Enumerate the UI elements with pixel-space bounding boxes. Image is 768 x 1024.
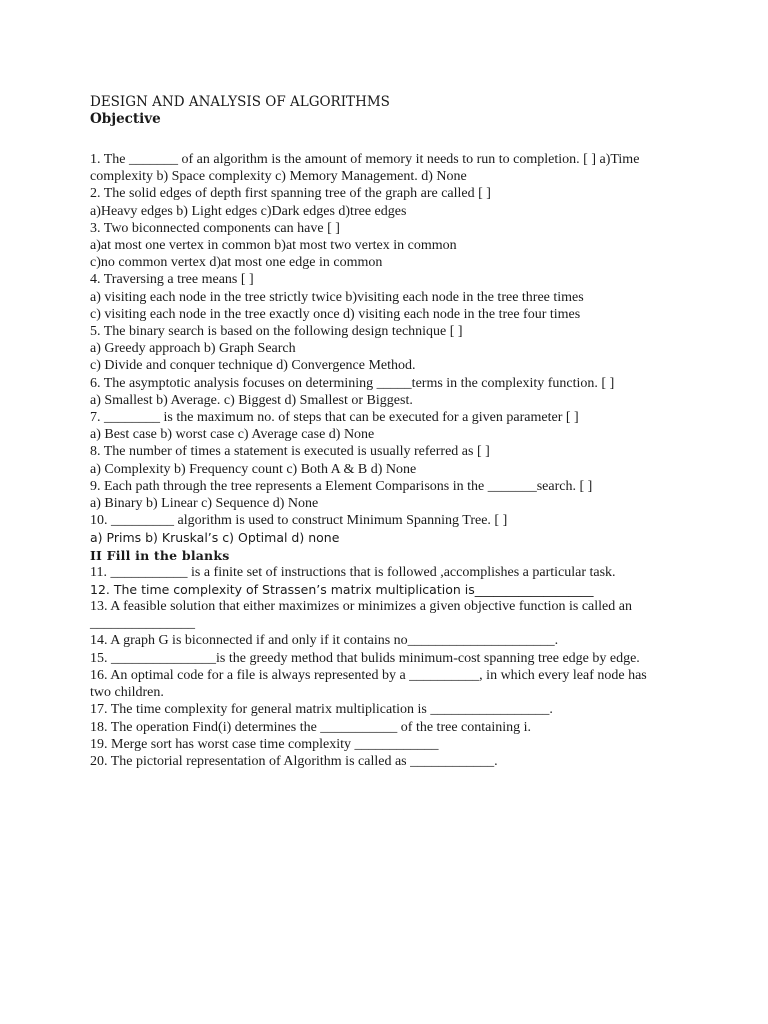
question-line: a) Greedy approach b) Graph Search	[90, 341, 296, 357]
question-line: 14. A graph G is biconnected if and only if it contains no_____________________.	[90, 633, 559, 649]
question-line: 19. Merge sort has worst case time complexity ____________	[90, 736, 439, 752]
question-line: 5. The binary search is based on the following design technique [ ]	[90, 324, 463, 340]
question-line: 7. ________ is the maximum no. of steps that can be executed for a given parameter [ ]	[90, 410, 579, 426]
spacer	[90, 128, 680, 151]
question-line: a) Complexity b) Frequency count c) Both A & B d) None	[90, 461, 417, 477]
question-line: 1. The _______ of an algorithm is the amount of memory it needs to run to completion. [ ] a)Time	[90, 152, 640, 167]
question-line: 10. _________ algorithm is used to construct Minimum Spanning Tree. [ ]	[90, 513, 508, 529]
question-line: 3. Two biconnected components can have [ ]	[90, 220, 340, 236]
question-line: a) Smallest b) Average. c) Biggest d) Smallest or Biggest.	[90, 392, 413, 408]
question-line: a) visiting each node in the tree strictly twice b)visiting each node in the tree three times	[90, 289, 584, 305]
objective-questions	[90, 151, 680, 547]
question-line: c) Divide and conquer technique d) Convergence Method.	[90, 358, 416, 374]
question-line: two children.	[90, 685, 164, 701]
question-line: 17. The time complexity for general matrix multiplication is _________________.	[90, 702, 553, 718]
question-line: 8. The number of times a statement is executed is usually referred as [ ]	[90, 444, 490, 460]
question-line: 20. The pictorial representation of Algorithm is called as ____________.	[90, 753, 498, 769]
document-title: DESIGN AND ANALYSIS OF ALGORITHMS	[90, 94, 390, 110]
question-line: c)no common vertex d)at most one edge in common	[90, 255, 383, 271]
question-line: complexity b) Space complexity c) Memory Management. d) None	[90, 169, 467, 185]
question-line: a)at most one vertex in common b)at most two vertex in common	[90, 238, 457, 254]
question-line: 11. ___________ is a finite set of instructions that is followed ,accomplishes a particular task.	[90, 564, 616, 580]
question-line: a)Heavy edges b) Light edges c)Dark edges d)tree edges	[90, 203, 407, 219]
question-line: a) Binary b) Linear c) Sequence d) None	[90, 496, 319, 512]
question-line: a) Prims b) Kruskal’s c) Optimal d) none	[90, 530, 340, 546]
question-line: 15. _______________is the greedy method that bulids minimum-cost spanning tree edge by edge.	[90, 650, 640, 666]
question-line: 6. The asymptotic analysis focuses on determining _____terms in the complexity function. [ ]	[90, 375, 615, 391]
question-line: _______________	[90, 616, 195, 632]
question-line: 4. Traversing a tree means [ ]	[90, 272, 254, 288]
question-line: 9. Each path through the tree represents a Element Comparisons in the _______search. [ ]	[90, 478, 593, 494]
question-line: 12. The time complexity of Strassen’s matrix multiplication is___________________	[90, 581, 594, 597]
question-line: a) Best case b) worst case c) Average case d) None	[90, 427, 375, 443]
document-page	[90, 94, 680, 770]
question-line: 18. The operation Find(i) determines the ___________ of the tree containing i.	[90, 719, 532, 735]
section-objective-heading: Objective	[90, 111, 161, 127]
question-line: 13. A feasible solution that either maximizes or minimizes a given objective function is called an	[90, 599, 632, 615]
question-line: 16. An optimal code for a file is always represented by a __________, in which every leaf node has	[90, 667, 647, 683]
question-line: c) visiting each node in the tree exactly once d) visiting each node in the tree four times	[90, 306, 581, 322]
fill-blank-questions	[90, 564, 680, 770]
question-line: 2. The solid edges of depth first spanning tree of the graph are called [ ]	[90, 186, 491, 202]
section-fill-blanks-heading: II Fill in the blanks	[90, 547, 230, 563]
